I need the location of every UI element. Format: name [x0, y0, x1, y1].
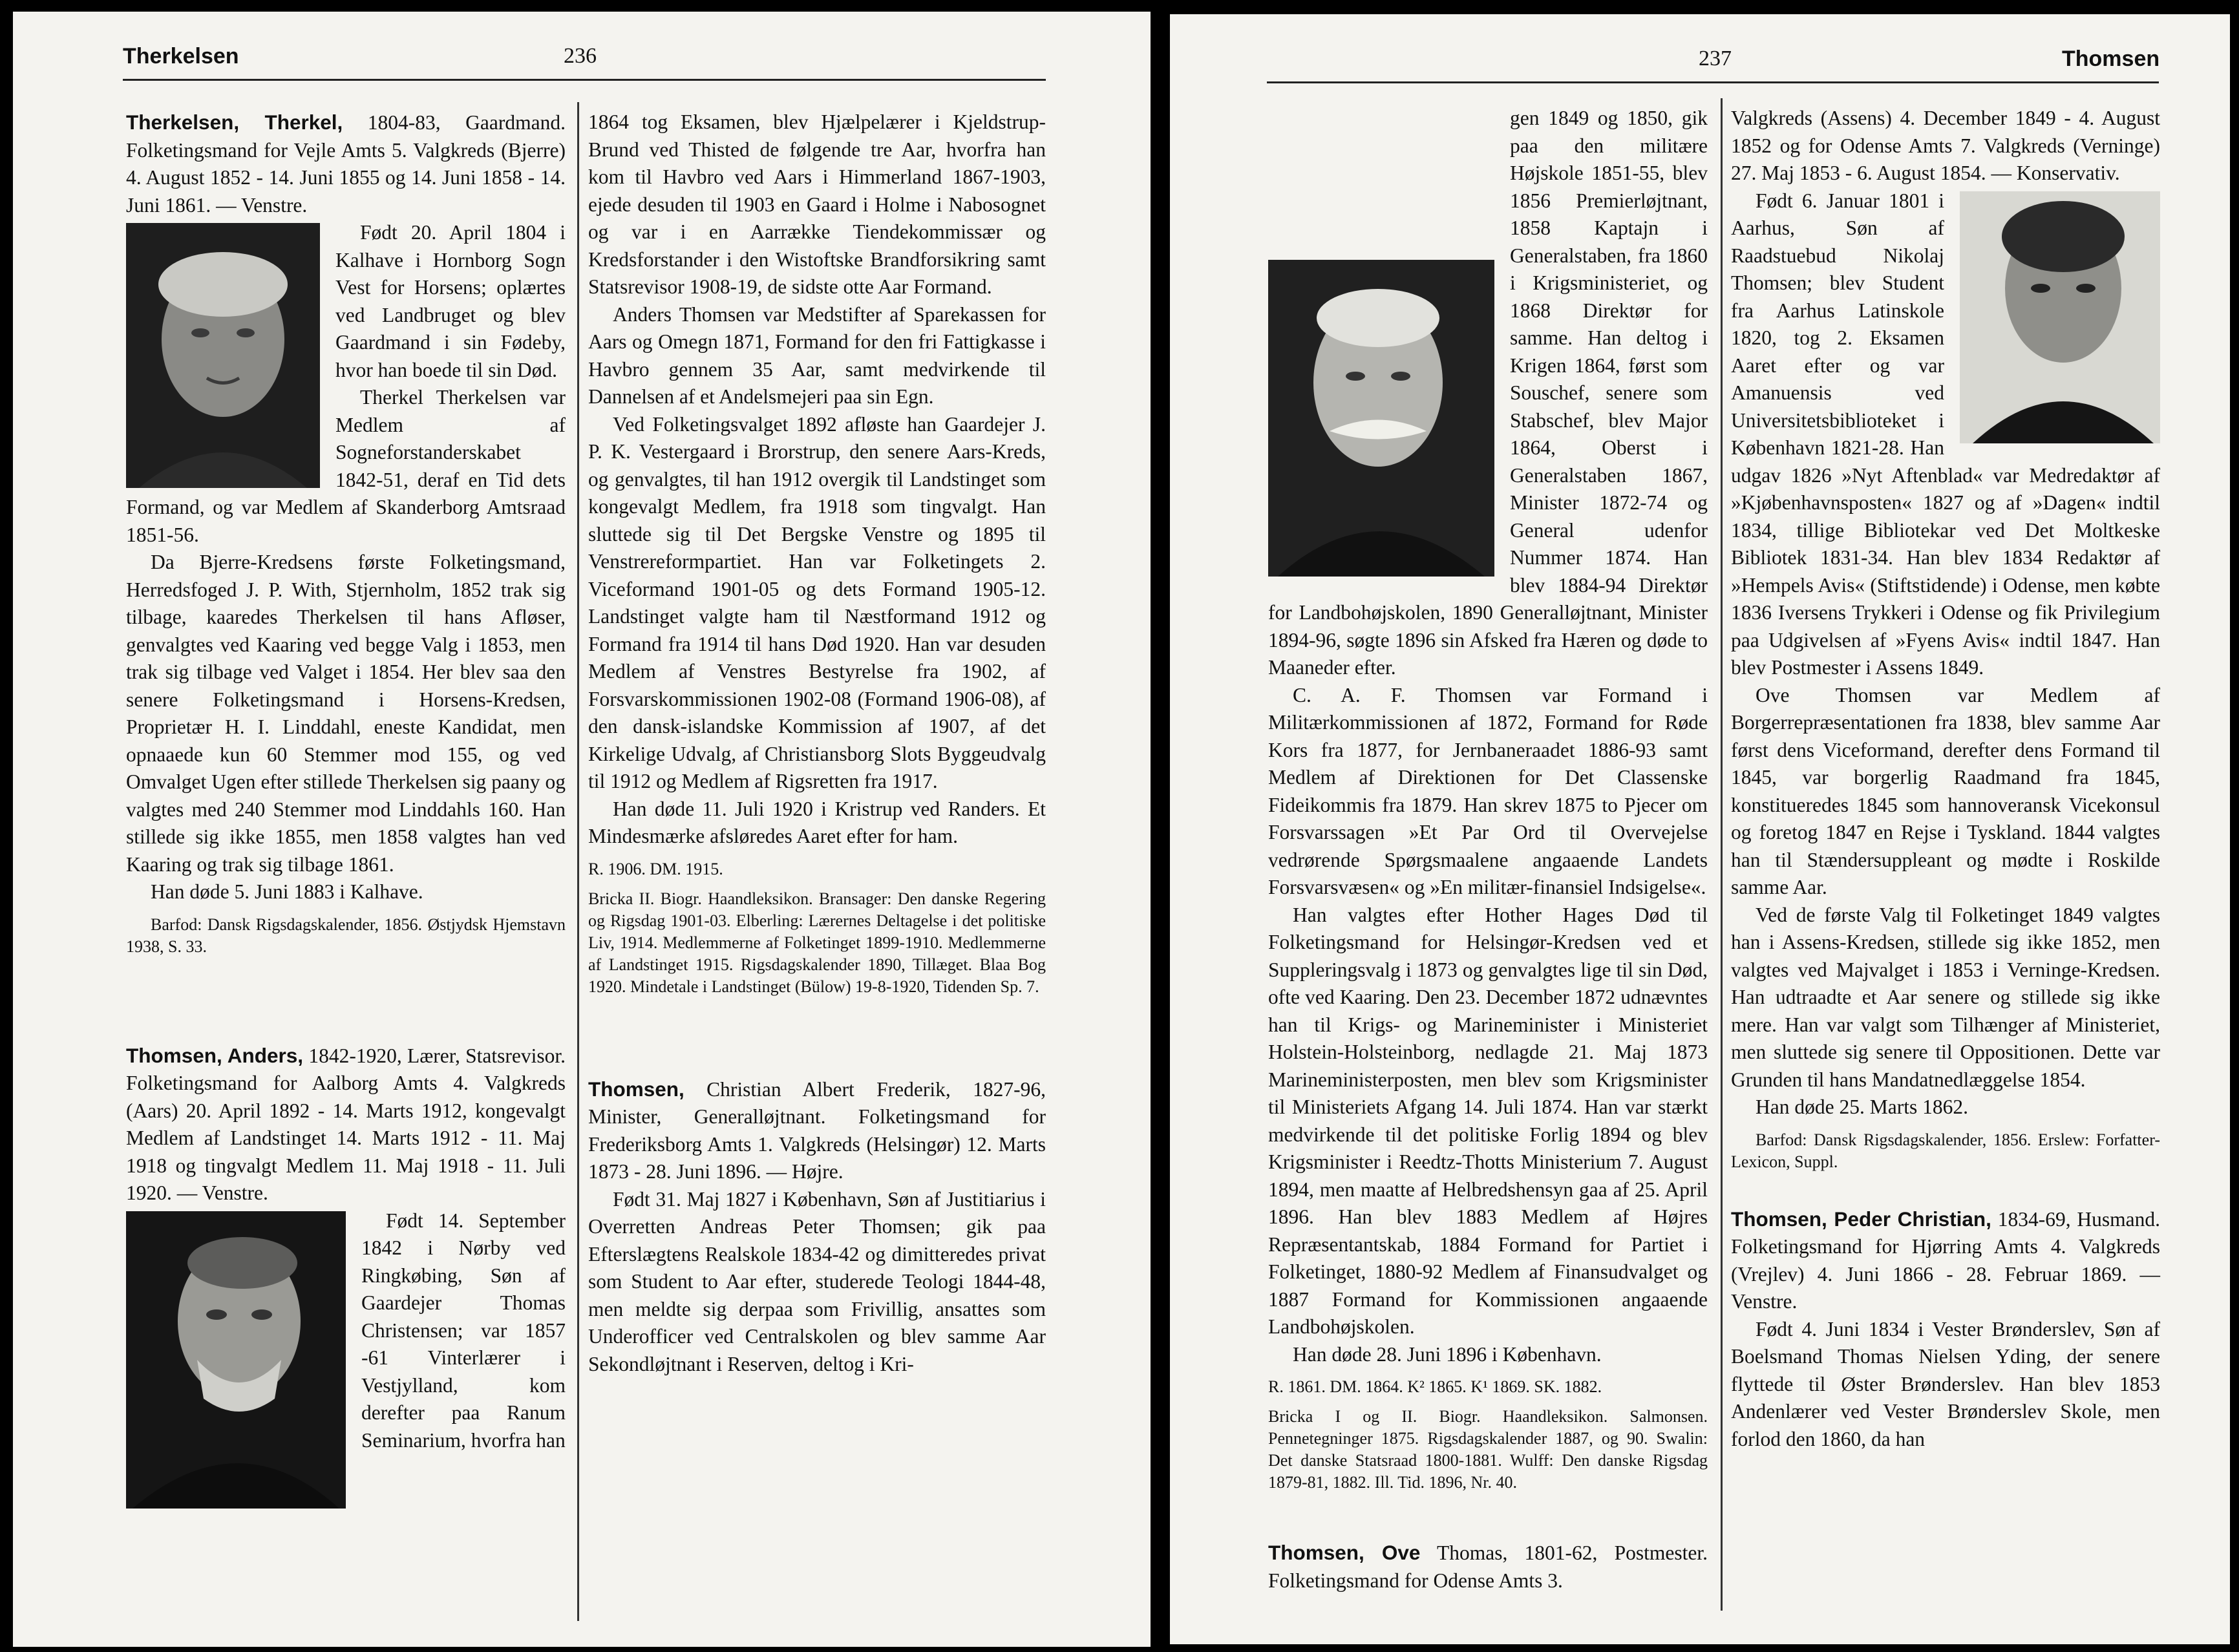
- sources: Barfod: Dansk Rigsdagskalender, 1856. Erslew: Forfatter-Lexicon, Suppl.: [1731, 1130, 2160, 1171]
- paragraph: gen 1849 og 1850, gik paa den militære Højskole 1851-55, blev 1856 Premierløjtnant, 1858 Kaptajn i Generalstaben, fra 1860 i Krigsministeriet, og 1868 Direktør for samme. Han deltog i Krigen 1864, først som Souschef, senere som Stabschef, blev Major 1864, Oberst i Generalstaben 1867, Minister 1872-74 og General udenfor Nummer 1874. Han blev 1884-94 Direktør for Landbohøjskolen, 1890 Generalløjtnant, Minister 1894-96, søgte 1896 sin Afsked fra Hæren og døde to Maaneder efter.: [1268, 107, 1708, 679]
- paragraph: Ove Thomsen var Medlem af Borgerrepræsentationen fra 1838, blev samme Aar først dens Viceformand, derefter dens Formand til 1845, var borgerlig Raadmand fra 1845, konstitueredes 1845 som hannoveransk Vicekonsul og foretog 1847 en Rejse i Tyskland. 1844 valgtes han til Stændersuppleant og mødte i Roskilde samme Aar.: [1731, 683, 2160, 898]
- left-page-column-2: 1864 tog Eksamen, blev Hjælpelærer i Kjeldstrup-Brund ved Thisted de følgende tre Aar, hvorfra han kom til Havbro ved Aars i Himmerland 1867-1903, ejede desuden til 1903 en Gaard i Holme i Nabosognet og var i en Aarrække Tiendekommissær og Kredsforstander i den Wistoftske Brandforsikring samt Statsrevisor 1908-19, de sidste otte Aar Formand. Anders Thomsen var Medstifter af Sparekassen for Aars og Omegn 1871, Formand for den fri Fattigkasse i Havbro gennem 35 Aar, samt medvirkende til Dannelsen af et Andelsmejeri paa sin Egn. Ved Folketingsvalget 1892 afløste han Gaardejer J. P. K. Vestergaard i Brorstrup, den senere Aars-Kreds, og genvalgtes, til han 1912 overgik til Landstinget som kongevalgt Medlem, fra 1918 som tingvalgt. Han sluttede sig til Det Bergske Venstre og 1895 til Venstrereformpartiet. Han var Folketingets 2. Viceformand 1901-05 og dets Formand 1905-12. Landstinget valgte ham til Næstformand 1912 og Formand fra 1914 til hans Død 1920. Han var desuden Medlem af Venstres Bestyrelse fra 1902, af Forsvarskommissionen 1902-08 (Formand 1906-08), af den dansk-islandske Kommission af 1907, af det Kirkelige Udvalg, af Christiansborg Slots Byggeudvalg til 1912 og Medlem af Rigsretten fra 1917. Han døde 11. Juli 1920 i Kristrup ved Randers. Et Mindesmærke afsløredes Aaret efter for ham. R. 1906. DM. 1915. Bricka II. Biogr. Haandleksikon. Bransager: Den danske Regering og Rigsdag 1901-03. Elberling: Lærernes Deltagelse i det politiske Liv, 1914. Medlemmerne af Folketinget 1899-1910. Medlemmerne af Landstinget 1915. Rigsdagskalender 1890, Tillæget. Blaa Bog 1920. Mindetale i Landstinget (Bülow) 19-8-1920, Tidenden Sp. 7. Thomsen, Christian Albert Frederik, 1827-96, Minister, Generalløjtnant. Folketingsmand for Frederiksborg Amts 1. Valgkreds (Helsingør) 12. Marts 1873 - 28. Juni 1896. — Højre. Født 31. Maj 1827 i København, Søn af Justitiarius i Overretten Andreas Peter Thomsen; gik paa Efterslægtens Realskole 1834-42 og dimitteredes privat som Student to Aar efter, studerede Teologi 1844-48, men meldte sig derpaa som Frivillig, ansattes som Underofficer ved Centralskolen og blev samme Aar Sekondløjtnant i Reserven, deltog i Kri-: [588, 109, 1046, 1378]
- paragraph: C. A. F. Thomsen var Formand i Militærkommissionen af 1872, Formand for Røde Kors fra 1877, for Jernbaneraadet 1886-93 samt Medlem af Direktionen for Det Classenske Fideikommis fra 1879. Han skrev 1875 to Pjecer om Forsvarssagen »Et Par Ord til Overvejelse vedrørende Spørgsmaalene angaaende Landets Forsvarsvæsen« og »En militær-finansiel Indsigelse«.: [1268, 683, 1708, 898]
- paragraph: Han valgtes efter Hother Hages Død til Folketingsmand for Helsingør-Kredsen ved et Suppleringsvalg i 1873 og genvalgtes lige til sin Død, ofte ved Kaaring. Den 23. December 1872 udnævntes han til Krigs- og Marineminister i Ministeriet Holstein-Holsteinborg, nedlagde 21. Maj 1873 Marineministerposten, men blev som Krigsminister til Ministeriets Afgang 14. Juli 1874. Han var stærkt medvirkende til det politiske Forlig 1894 og blev Krigsminister i Reedtz-Thotts Ministerium 7. August 1894, men maatte af Helbredshensyn gaa af 25. April 1896. Han blev 1883 Medlem af Højres Repræsentantskab, 1884 Formand for Partiet i Folketinget, 1880-92 Medlem af Finansudvalget og 1887 Formand for Kommissionen angaaende Landbohøjskolen.: [1268, 903, 1708, 1338]
- paragraph: Han døde 28. Juni 1896 i København.: [1293, 1342, 1602, 1366]
- sources: Bricka II. Biogr. Haandleksikon. Bransager: Den danske Regering og Rigsdag 1901-03. Elberling: Lærernes Deltagelse i det politiske Liv, 1914. Medlemmerne af Folketinget 1899-1910. Medlemmerne af Landstinget 1915. Rigsdagskalender 1890, Tillæget. Blaa Bog 1920. Mindetale i Landstinget (Bülow) 19-8-1920, Tidenden Sp. 7.: [588, 889, 1046, 996]
- paragraph: 1864 tog Eksamen, blev Hjælpelærer i Kjeldstrup-Brund ved Thisted de følgende tre Aar, hvorfra han kom til Havbro ved Aars i Himmerland 1867-1903, ejede desuden til 1903 en Gaard i Holme i Nabosognet og var i en Aarrække Tiendekommissær og Kredsforstander i den Wistoftske Brandforsikring samt Statsrevisor 1908-19, de sidste otte Aar Formand.: [588, 111, 1046, 298]
- portrait-caf-thomsen: [1268, 260, 1494, 577]
- right-page: [1170, 14, 2230, 1644]
- portrait-anders-thomsen: [126, 1211, 346, 1509]
- orders: R. 1861. DM. 1864. K² 1865. K¹ 1869. SK. 1882.: [1268, 1377, 1602, 1396]
- paragraph: Født 31. Maj 1827 i København, Søn af Justitiarius i Overretten Andreas Peter Thomsen; gik paa Efterslægtens Realskole 1834-42 og dimitteredes privat som Student to Aar efter, studerede Teologi 1844-48, men meldte sig derpaa som Frivillig, ansattes som Underofficer ved Centralskolen og blev samme Aar Sekondløjtnant i Reserven, deltog i Kri-: [588, 1187, 1046, 1375]
- entry-name-caf-thomsen: Thomsen,: [588, 1077, 684, 1101]
- entry-name-ove-thomsen: Thomsen, Ove: [1268, 1541, 1421, 1564]
- header-rule: [1267, 81, 2159, 83]
- paragraph: Ved Folketingsvalget 1892 afløste han Gaardejer J. P. K. Vestergaard i Brorstrup, den senere Aars-Kreds, og genvalgtes, til han 1912 overgik til Landstinget som kongevalgt Medlem, fra 1918 som tingvalgt. Han sluttede sig til Det Bergske Venstre og 1895 til Venstrereformpartiet. Han var Folketingets 2. Viceformand 1901-05 og dets Formand 1905-12. Landstinget valgte ham til Næstformand 1912 og Formand fra 1914 til hans Død 1920. Han var desuden Medlem af Venstres Bestyrelse fra 1902, af Forsvarskommissionen 1902-08 (Formand 1906-08), af den dansk-islandske Kommission af 1907, af det Kirkelige Udvalg, af Christiansborg Slots Byggeudvalg til 1912 og Medlem af Rigsretten fra 1917.: [588, 412, 1046, 792]
- paragraph: Anders Thomsen var Medstifter af Sparekassen for Aars og Omegn 1871, Formand for den fri Fattigkasse i Havbro gennem 35 Aar, samt medvirkende til Dannelsen af et Andelsmejeri paa sin Egn.: [588, 302, 1046, 408]
- entry-name-anders: Thomsen, Anders,: [126, 1043, 304, 1067]
- left-page-column-1: Therkelsen, Therkel, 1804-83, Gaardmand. Folketingsmand for Vejle Amts 5. Valgkreds (Bjerre) 4. August 1852 - 14. Juni 1855 og 14. Juni 1858 - 14. Juni 1861. — Venstre. Født 20. April 1804 i Kalhave i Hornborg Sogn Vest for Horsens; oplærtes ved Landbruget og blev Gaardmand i sin Fødeby, hvor han boede til sin Død. Therkel Therkelsen var Medlem af Sogneforstanderskabet 1842-51, deraf en Tid dets Formand, og var Medlem af Skanderborg Amtsraad 1851-56. Da Bjerre-Kredsens første Folketingsmand, Herredsfoged J. P. With, Stjernholm, 1852 trak sig tilbage, kaaredes Therkelsen til hans Afløser, genvalgtes ved Kaaring ved begge Valg i 1853, men trak sig tilbage ved Valget i 1854. Her blev saa den senere Folketingsmand i Horsens-Kredsen, Proprietær H. I. Linddahl, eneste Kandidat, men opnaaede kun 60 Stemmer mod 155, og ved Omvalget Ugen efter stillede Therkelsen sig paany og valgtes med 240 Stemmer mod Linddahls 160. Han stillede sig ikke 1855, men 1858 valgtes han ved Kaaring og trak sig tilbage 1861. Han døde 5. Juni 1883 i Kalhave. Barfod: Dansk Rigsdagskalender, 1856. Østjydsk Hjemstavn 1938, S. 33. Thomsen, Anders, 1842-1920, Lærer, Statsrevisor. Folketingsmand for Aalborg Amts 4. Valgkreds (Aars) 20. April 1892 - 14. Marts 1912, kongevalgt Medlem af Landstinget 14. Marts 1912 - 11. Maj 1918 og tingvalgt Medlem 11. Maj 1918 - 11. Juli 1920. — Venstre. Født 14. September 1842 i Nørby ved Ringkøbing, Søn af Gaardejer Thomas Christensen; var 1857 -61 Vinterlærer i Vestjylland, kom derefter paa Ranum Seminarium, hvorfra han: [126, 109, 566, 1512]
- entry-name-therkelsen: Therkelsen, Therkel,: [126, 111, 343, 134]
- running-head: Thomsen: [2062, 47, 2160, 71]
- paragraph: Ved de første Valg til Folketinget 1849 valgtes han i Assens-Kredsen, stillede sig ikke 1852, men valgtes ved Majvalget i 1853 i Verninge-Kredsen. Han udtraadte et Aar senere og stillede sig ikke mere. Han var valgt som Tilhænger af Ministeriet, men sluttede sig senere til Oppositionen. Dette var Grunden til hans Mandatnedlæggelse 1854.: [1731, 903, 2160, 1091]
- sources: Bricka I og II. Biogr. Haandleksikon. Salmonsen. Pennetegninger 1875. Rigsdagskalender 1887, og 90. Swalin: Det danske Statsraad 1800-1881. Wulff: Den danske Rigsdag 1879-81, 1882. Ill. Tid. 1896, Nr. 40.: [1268, 1407, 1708, 1492]
- right-page-column-2: Valgkreds (Assens) 4. December 1849 - 4. August 1852 og for Odense Amts 7. Valgkreds (Verninge) 27. Maj 1853 - 6. August 1854. — Konservativ. Født 6. Januar 1801 i Aarhus, Søn af Raadstuebud Nikolaj Thomsen; blev Student fra Aarhus Latinskole 1820, tog 2. Eksamen Aaret efter og var Amanuensis ved Universitetsbiblioteket i København 1821-28. Han udgav 1826 »Nyt Aftenblad« var Medredaktør af »Kjøbenhavnsposten« 1827 og af »Dagen« indtil 1834, tillige Bibliotekar ved Det Moltkeske Bibliotek 1831-34. Han blev 1834 Redaktør af »Hempels Avis« (Stiftstidende) i Odense, men købte 1836 Iversens Trykkeri i Odense og fik Privilegium paa Udgivelsen af »Fyens Avis« indtil 1847. Han blev Postmester i Assens 1849. Ove Thomsen var Medlem af Borgerrepræsentationen fra 1838, blev samme Aar først dens Viceformand, derefter dens Formand til 1845, var borgerlig Raadmand fra 1845, konstitueredes 1845 som hannoveransk Vicekonsul og foretog 1847 en Rejse i Tyskland. 1844 valgtes han til Stændersuppleant og mødte i Roskilde samme Aar. Ved de første Valg til Folketinget 1849 valgtes han i Assens-Kredsen, stillede sig ikke 1852, men valgtes ved Majvalget i 1853 i Verninge-Kredsen. Han udtraadte et Aar senere og stillede sig ikke mere. Han var valgt som Tilhænger af Ministeriet, men sluttede sig senere til Oppositionen. Dette var Grunden til hans Mandatnedlæggelse 1854. Han døde 25. Marts 1862. Barfod: Dansk Rigsdagskalender, 1856. Erslew: Forfatter-Lexicon, Suppl. Thomsen, Peder Christian, 1834-69, Husmand. Folketingsmand for Hjørring Amts 4. Valgkreds (Vrejlev) 4. Juni 1866 - 28. Februar 1869. — Venstre. Født 4. Juni 1834 i Vester Brønderslev, Søn af Boelsmand Thomas Nielsen Yding, der senere flyttede til Øster Brønderslev. Han blev 1853 Andenlærer ved Vester Brønderslev Skole, men forlod den 1860, da han: [1731, 105, 2160, 1453]
- paragraph: Han døde 5. Juni 1883 i Kalhave.: [151, 880, 423, 903]
- paragraph: Han døde 11. Juli 1920 i Kristrup ved Randers. Et Mindesmærke afsløredes Aaret efter for ham.: [588, 797, 1046, 847]
- paragraph: Født 14. September 1842 i Nørby ved Ringkøbing, Søn af Gaardejer Thomas Christensen; var 1857 -61 Vinterlærer i Vestjylland, kom derefter paa Ranum Seminarium, hvorfra han: [361, 1209, 566, 1452]
- column-divider: [577, 102, 579, 1621]
- paragraph: Valgkreds (Assens) 4. December 1849 - 4. August 1852 og for Odense Amts 7. Valgkreds (Verninge) 27. Maj 1853 - 6. August 1854. — Konservativ.: [1731, 107, 2160, 184]
- paragraph: Født 4. Juni 1834 i Vester Brønderslev, Søn af Boelsmand Thomas Nielsen Yding, der senere flyttede til Øster Brønderslev. Han blev 1853 Andenlærer ved Vester Brønderslev Skole, men forlod den 1860, da han: [1731, 1317, 2160, 1450]
- page-number: 237: [1699, 47, 1732, 70]
- paragraph: Født 6. Januar 1801 i Aarhus, Søn af Raadstuebud Nikolaj Thomsen; blev Student fra Aarhus Latinskole 1820, tog 2. Eksamen Aaret efter og var Amanuensis ved Universitetsbiblioteket i København 1821-28. Han udgav 1826 »Nyt Aftenblad« var Medredaktør af »Kjøbenhavnsposten« 1827 og af »Dagen« indtil 1834, tillige Bibliotekar ved Det Moltkeske Bibliotek 1831-34. Han blev 1834 Redaktør af »Hempels Avis« (Stiftstidende) i Odense, men købte 1836 Iversens Trykkeri i Odense og fik Privilegium paa Udgivelsen af »Fyens Avis« indtil 1847. Han blev Postmester i Assens 1849.: [1731, 189, 2160, 679]
- header-rule: [123, 79, 1046, 81]
- paragraph: Han døde 25. Marts 1862.: [1756, 1096, 1968, 1118]
- page-number: 236: [564, 44, 597, 68]
- right-page-column-1: gen 1849 og 1850, gik paa den militære Højskole 1851-55, blev 1856 Premierløjtnant, 1858 Kaptajn i Generalstaben, fra 1860 i Krigsministeriet, og 1868 Direktør for samme. Han deltog i Krigen 1864, først som Souschef, senere som Stabschef, blev Major 1864, Oberst i Generalstaben 1867, Minister 1872-74 og General udenfor Nummer 1874. Han blev 1884-94 Direktør for Landbohøjskolen, 1890 Generalløjtnant, Minister 1894-96, søgte 1896 sin Afsked fra Hæren og døde to Maaneder efter. C. A. F. Thomsen var Formand i Militærkommissionen af 1872, Formand for Røde Kors fra 1877, for Jernbaneraadet 1886-93 samt Medlem af Direktionen for Det Classenske Fideikommis fra 1879. Han skrev 1875 to Pjecer om Forsvarssagen »Et Par Ord til Overvejelse vedrørende Spørgsmaalene angaaende Landets Forsvarsvæsen« og »En militær-finansiel Indsigelse«. Han valgtes efter Hother Hages Død til Folketingsmand for Helsingør-Kredsen ved et Suppleringsvalg i 1873 og genvalgtes lige til sin Død, ofte ved Kaaring. Den 23. December 1872 udnævntes han til Krigs- og Marineminister i Ministeriet Holstein-Holsteinborg, nedlagde 21. Maj 1873 Marineministerposten, men blev som Krigsminister til Ministeriets Afgang 14. Juli 1874. Han var stærkt medvirkende til det politiske Forlig 1894 og blev Krigsminister i Reedtz-Thotts Ministerium 7. August 1894, men maatte af Helbredshensyn gaa af 25. April 1896. Han blev 1883 Medlem af Højres Repræsentantskab, 1884 Formand for Partiet i Folketinget, 1880-92 Medlem af Finansudvalget og 1887 Formand for Kommissionen angaaende Landbohøjskolen. Han døde 28. Juni 1896 i København. R. 1861. DM. 1864. K² 1865. K¹ 1869. SK. 1882. Bricka I og II. Biogr. Haandleksikon. Salmonsen. Pennetegninger 1875. Rigsdagskalender 1887, og 90. Swalin: Det danske Statsraad 1800-1881. Wulff: Den danske Rigsdag 1879-81, 1882. Ill. Tid. 1896, Nr. 40. Thomsen, Ove Thomas, 1801-62, Postmester. Folketingsmand for Odense Amts 3.: [1268, 105, 1708, 1594]
- paragraph: Therkel Therkelsen var Medlem af Sogneforstanderskabet 1842-51, deraf en Tid dets Formand, og var Medlem af Skanderborg Amtsraad 1851-56.: [126, 386, 566, 546]
- sources: Barfod: Dansk Rigsdagskalender, 1856. Østjydsk Hjemstavn 1938, S. 33.: [126, 915, 566, 956]
- left-page: [13, 12, 1151, 1647]
- column-divider: [1721, 98, 1723, 1611]
- entry-name-peder-thomsen: Thomsen, Peder Christian,: [1731, 1207, 1991, 1231]
- paragraph: Da Bjerre-Kredsens første Folketingsmand, Herredsfoged J. P. With, Stjernholm, 1852 trak sig tilbage, kaaredes Therkelsen til hans Afløser, genvalgtes ved Kaaring ved begge Valg i 1853, men trak sig tilbage ved Valget i 1854. Her blev saa den senere Folketingsmand i Horsens-Kredsen, Proprietær H. I. Linddahl, eneste Kandidat, men opnaaede kun 60 Stemmer mod 155, og ved Omvalget Ugen efter stillede Therkelsen sig paany og valgtes med 240 Stemmer mod Linddahls 160. Han stillede sig ikke 1855, men 1858 valgtes han ved Kaaring og trak sig tilbage 1861.: [126, 551, 566, 876]
- orders: R. 1906. DM. 1915.: [588, 859, 723, 878]
- portrait-ove-thomsen: [1960, 191, 2160, 443]
- paragraph: Født 20. April 1804 i Kalhave i Hornborg Sogn Vest for Horsens; oplærtes ved Landbruget og blev Gaardmand i sin Fødeby, hvor han boede til sin Død.: [335, 221, 566, 381]
- portrait-therkelsen: [126, 223, 320, 488]
- running-head: Therkelsen: [123, 44, 239, 69]
